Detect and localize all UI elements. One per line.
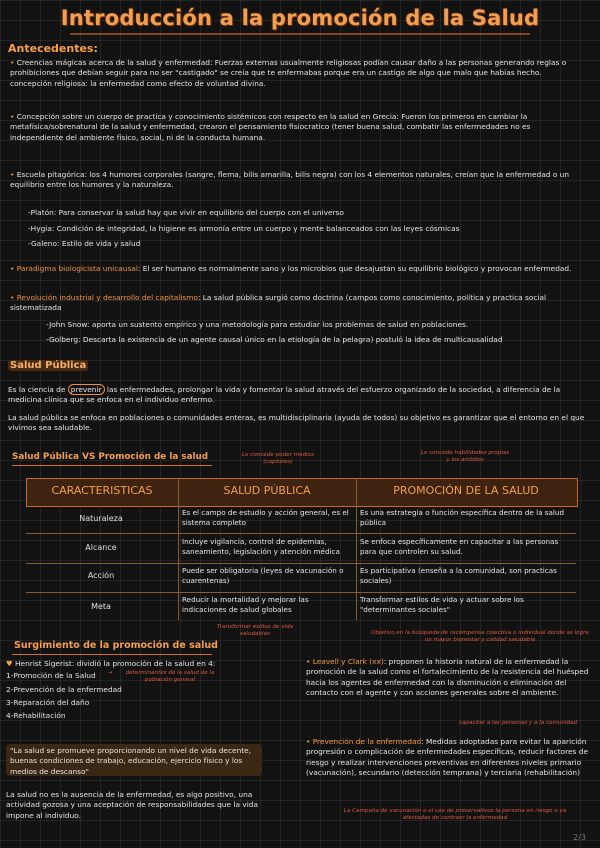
sigerist-item: 2-Prevención de la enfermedad <box>6 685 122 694</box>
bullet-icon: • <box>10 264 15 273</box>
comparison-note-bottom: Transformar estilos de vida saludables <box>216 624 294 637</box>
antecedentes-p1: • Creencias mágicas acerca de la salud y enfermedad: Fuerzas externas usualmente religiosas podían causar daño a las personas generando reglas o prohibiciones que debían seguir para no ser "castigado" se creía que te enfermabas porque era un castigo de algo que malo que habías hecho. concepción religiosa: la enfermedad como efecto de voluntad divina. <box>10 58 567 88</box>
comparison-note-right: Le concede habilidades propias y los ambitos <box>420 450 510 463</box>
cell-sp-alcance: Incluye vigilancia, control de epidemias, saneamiento, legislación y atención médica <box>182 537 340 556</box>
capacitar-note: capacitar a las personas y a la comunidad <box>458 720 578 726</box>
prevencion-enfermedad: • Prevención de la enfermedad: Medidas adoptadas para evitar la aparición progresión o complicación de enfermedades específicas, reducir factores de riesgo y realizar intervenciones preventivas en diferentes niveles primario (vacunación), secundario (detección temprana) y terciaria (rehabilitación) <box>306 737 588 778</box>
table-divider <box>26 533 576 534</box>
quote-text: "La salud se promueve proporcionando un nivel de vida decente, buenas condiciones de trabajo, educación, ejercicio físico y los medios de descanso" <box>10 746 252 776</box>
cell-sp-accion: Puede ser obligatoria (leyes de vacunación o cuarentenas) <box>182 566 344 585</box>
page-title: Introducción a la promoción de la Salud <box>60 6 540 30</box>
arrow-right-icon: → <box>108 670 113 676</box>
antecedentes-p3b: -Hygia: Condición de integridad, la higiene es armonía entre un cuerpo y mente balanceados con las leyes cósmicas <box>28 224 460 233</box>
antecedentes-p3: • Escuela pitagórica: los 4 humores corporales (sangre, flema, bilis amarilla, bilis negra) con los 4 elementos naturales, creían que la enfermedad o un equilibrio entre los humores y la naturaleza. <box>10 170 570 190</box>
table-divider <box>178 478 179 620</box>
antecedentes-p3a: -Platón: Para conservar la salud hay que vivir en equilibrio del cuerpo con el universo <box>28 208 344 217</box>
sigerist-item: 1-Promoción de la Salud <box>6 671 96 680</box>
cell-ps-meta: Transformar estilos de vida y actuar sobre los "determinantes sociales" <box>360 595 524 614</box>
bullet-icon: • <box>10 112 15 121</box>
cell-sp-naturaleza: Es el campo de estudio y acción general, es el sistema completo <box>182 508 349 527</box>
row-label-accion: Acción <box>87 571 115 580</box>
cell-ps-accion: Es participativa (enseña a la comunidad, son practicas sociales) <box>360 566 557 585</box>
sigerist-item: 4-Rehabilitación <box>6 711 66 720</box>
salud-publica-p2: La salud pública se enfoca en poblaciones o comunidades enteras, es multidisciplinaria (ayuda de todos) su objetivo es garantizar que el entorno en el que vivimos sea saludable. <box>8 413 585 433</box>
cell-sp-meta: Reducir la mortalidad y mejorar las indicaciones de salud globales <box>182 595 309 614</box>
antecedentes-p2: • Concepción sobre un cuerpo de practica y conocimiento sistémicos con respecto en la salud en Grecia: Fueron los primeros en cambiar la metafísica/sobrenatural de la salud y enfermedad, crearon el pensamiento fisiocratico (tener buena salud, combatir las enfermedades no es independiente del ambiente físico, social, ni de la conducta humana. <box>10 112 531 142</box>
sigerist-intro: ♥ Henrist Sigerist: dividió la promoción de la salud en 4: <box>6 659 216 668</box>
salud-definicion: La salud no es la ausencia de la enfermedad, es algo positivo, una actividad gozosa y una aceptación de responsabilidades que la vida impone al individuo. <box>6 790 258 820</box>
antecedentes-p4: • Paradigma biologicista unicausal: El ser humano es normalmente sano y los microbios que desajustan su equilibrio biológico y provocan enfermedad. <box>10 264 572 273</box>
cell-ps-alcance: Se enfoca específicamente en capacitar a las personas para que controlen su salud. <box>360 537 559 556</box>
vacunacion-note: La Campaña de vacunación o el uso de preservativos la persona en riesgo o ya afectadas de contraer la enfermedad <box>343 808 567 821</box>
heart-icon: ♥ <box>6 659 13 668</box>
surgimiento-underline <box>12 654 212 655</box>
cell-ps-naturaleza: Es una estrategia o función específica dentro de la salud pública <box>360 508 565 527</box>
antecedentes-p5: • Revolución industrial y desarrollo del capitalismo: La salud pública surgió como doctrina (campos como conocimiento, política y practica social sistematizada <box>10 293 547 313</box>
salud-publica-p1: Es la ciencia de prevenir las enfermedades, prolongar la vida y fomentar la salud através del esfuerzo organizado de la sociedad, a diferencia de la medicina clínica que se enfoca en el individuo enfermo. <box>8 385 561 405</box>
header-promocion: PROMOCIÓN DE LA SALUD <box>393 484 539 497</box>
antecedentes-p5b: -Golberg: Descarta la existencia de un agente causal único en la etiología de la pelagra) postuló la idea de multicausalidad <box>46 335 503 344</box>
table-divider <box>26 592 576 593</box>
surgimiento-heading: Surgimiento de la promoción de salud <box>14 640 218 651</box>
title-underline <box>70 33 530 35</box>
header-caracteristicas: CARACTERISTICAS <box>51 484 153 497</box>
comparison-title-underline <box>12 465 212 466</box>
row-label-meta: Meta <box>91 602 111 611</box>
page-number: 2/3 <box>573 833 586 842</box>
objective-note: Objetivo en la búsqueda de recompensa colectiva o individual donde se logre un mayor bienestar y calidad saludable <box>371 630 589 643</box>
row-label-alcance: Alcance <box>85 543 117 552</box>
comparison-title: Salud Pública VS Promoción de la salud <box>12 452 209 462</box>
header-salud-publica: SALUD PÚBLICA <box>223 484 311 497</box>
leavell-clark: • Leavell y Clark (xx): proponen la historia natural de la enfermedad la promoción de la salud como el fortalecimiento de la resistencia del huésped hacia los agentes de enfermedad con la disminución o eliminación del contacto con el agente y con acciones generales sobre el ambiente. <box>306 657 589 698</box>
salud-publica-heading: Salud Pública <box>10 360 87 371</box>
table-divider <box>356 478 357 620</box>
comparison-note-left: Le concede poder medios (capitales) <box>241 452 315 465</box>
antecedentes-p5a: -John Snow: aporta un sustento empírico y una metodología para estudiar los problemas de salud en poblaciones. <box>46 320 469 329</box>
bullet-icon: • <box>10 293 15 302</box>
bullet-icon: • <box>306 657 311 666</box>
sigerist-item: 3-Reparación del daño <box>6 698 90 707</box>
bullet-icon: • <box>10 170 15 179</box>
bullet-icon: • <box>10 58 15 67</box>
table-divider <box>26 563 576 564</box>
antecedentes-p3c: -Galeno: Estilo de vida y salud <box>28 239 141 248</box>
antecedentes-heading: Antecedentes: <box>8 42 98 55</box>
row-label-naturaleza: Naturaleza <box>79 514 123 523</box>
bullet-icon: • <box>306 737 311 746</box>
sigerist-arrow-note: determinantes de la salud de la población general <box>125 670 215 683</box>
